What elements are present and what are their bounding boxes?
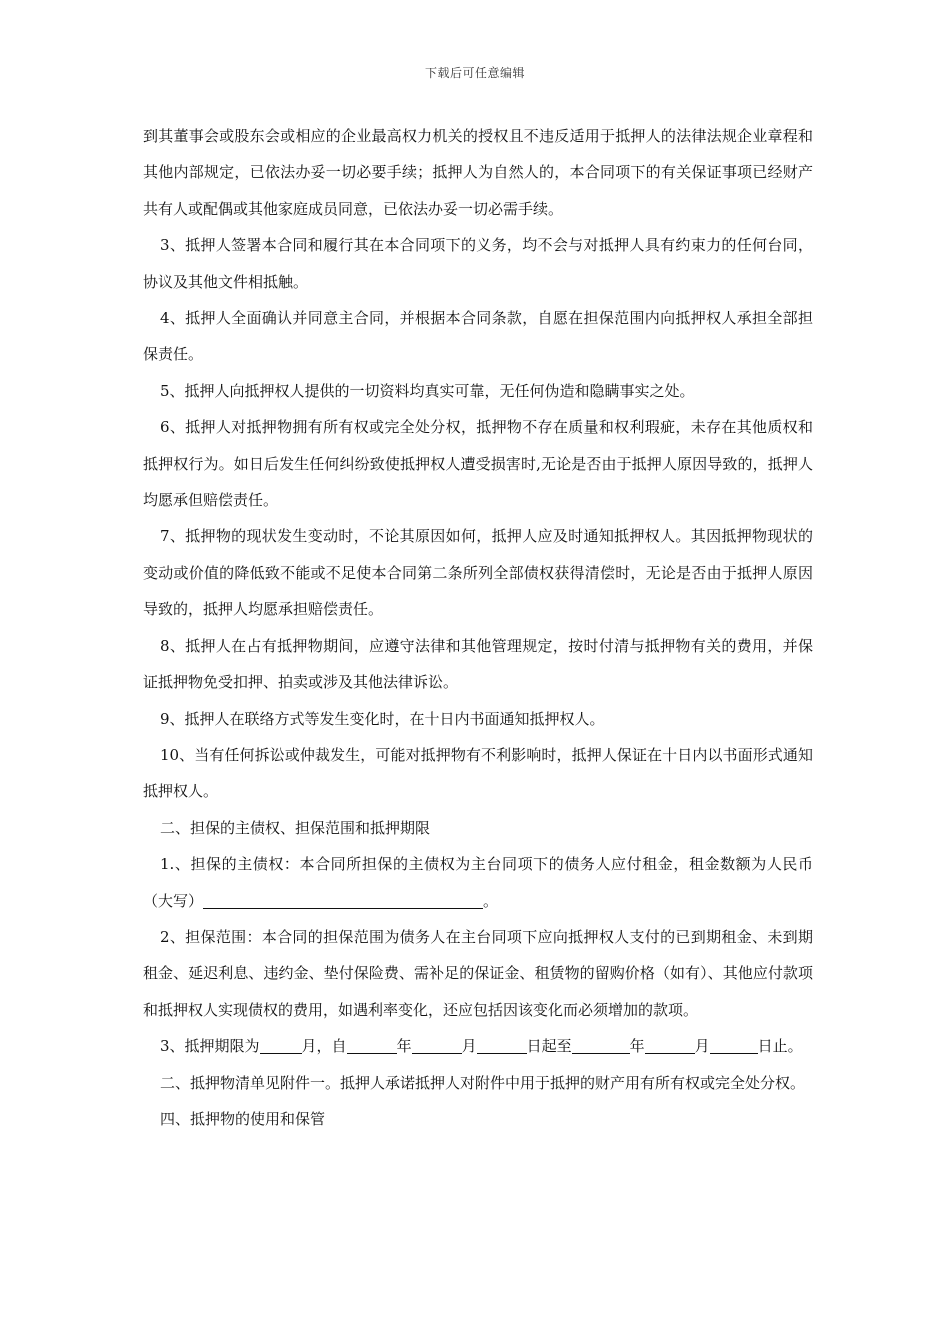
end-month-blank <box>645 1035 695 1054</box>
end-year-blank <box>572 1035 630 1054</box>
document-body <box>143 118 813 1137</box>
section-heading-4: 四、抵押物的使用和保管 <box>160 1109 326 1128</box>
period-to: 日起至 <box>526 1037 572 1056</box>
paragraph-clause-8: 8、抵押人在占有抵押物期间，应遵守法律和其他管理规定，按时付清与抵押物有关的费用，并保证抵押物免受扣押、拍卖或涉及其他法律诉讼。 <box>143 636 813 692</box>
paragraph-mortgage-list: 二、抵押物清单见附件一。抵押人承诺抵押人对附件中用于抵押的财产用有所有权或完全处分权。 <box>160 1073 806 1092</box>
paragraph-clause-3: 3、抵押人签署本合同和履行其在本合同项下的义务，均不会与对抵押人具有约束力的任何台同，协议及其他文件相抵触。 <box>143 236 813 291</box>
start-year-blank <box>347 1035 397 1054</box>
start-day-blank <box>477 1035 527 1054</box>
period-end: 日止。 <box>757 1037 803 1056</box>
paragraph-clause-7: 7、抵押物的现状发生变动时，不论其原因如何，抵押人应及时通知抵押权人。其因抵押物现状的变动或价值的降低致不能或不足使本合同第二条所列全部债权获得清偿时，无论是否由于抵押人原因导致的，抵押人均愿承担赔偿责任。 <box>143 527 813 619</box>
paragraph-guarantee-scope: 2、担保范围：本合同的担保范围为债务人在主台同项下应向抵押权人支付的已到期租金、未到期租金、延迟利息、违约金、垫付保险费、需补足的保证金、租赁物的留购价格（如有）、其他应付款项和抵押权人实现债权的费用，如遇利率变化，还应包括因该变化而必须增加的款项。 <box>143 927 813 1019</box>
section-heading-2: 二、担保的主债权、担保范围和抵押期限 <box>160 818 431 837</box>
paragraph-clause-10: 10、当有任何拆讼或仲裁发生，可能对抵押物有不利影响时，抵押人保证在十日内以书面形式通知抵押权人。 <box>143 745 813 801</box>
period-from: 月，自 <box>301 1037 347 1056</box>
amount-blank <box>203 890 483 909</box>
main-debt-text: 1.、担保的主债权：本合同所担保的主债权为主台同项下的债务人应付租金，租金数额为人民币（大写） <box>143 855 813 910</box>
paragraph-mortgage-period <box>143 1028 813 1064</box>
months-blank <box>260 1035 302 1054</box>
end-day-blank <box>710 1035 758 1054</box>
paragraph-clause-6: 6、抵押人对抵押物拥有所有权或完全处分权，抵押物不存在质量和权利瑕疵，未存在其他质权和抵押权行为。如日后发生任何纠纷致使抵押权人遭受损害时,无论是否由于抵押人原因导致的，抵押人均愿承但赔偿责任。 <box>143 418 813 510</box>
start-month-blank <box>412 1035 462 1054</box>
month-label-1: 月 <box>461 1037 477 1056</box>
year-label-1: 年 <box>396 1037 412 1056</box>
page-header: 下载后可任意编辑 <box>424 66 525 80</box>
main-debt-end: 。 <box>483 891 499 910</box>
paragraph-authorization: 到其董事会或股东会或相应的企业最高权力机关的授权且不违反适用于抵押人的法律法规企业章程和其他内部规定，已依法办妥一切必要手续；抵押人为自然人的，本合同项下的有关保证事项已经财产共有人或配偶或其他家庭成员同意，已依法办妥一切必需手续。 <box>143 127 813 218</box>
month-label-2: 月 <box>694 1037 710 1056</box>
paragraph-clause-4: 4、抵押人全面确认并同意主合同，并根据本合同条款，自愿在担保范围内向抵押权人承担全部担保责任。 <box>143 309 813 364</box>
period-label: 3、抵押期限为 <box>160 1037 260 1056</box>
paragraph-clause-9: 9、抵押人在联络方式等发生变化时，在十日内书面通知抵押权人。 <box>160 709 605 728</box>
paragraph-clause-5: 5、抵押人向抵押权人提供的一切资料均真实可靠，无任何伪造和隐瞒事实之处。 <box>160 381 695 400</box>
paragraph-main-debt <box>143 846 813 919</box>
year-label-2: 年 <box>629 1037 645 1056</box>
